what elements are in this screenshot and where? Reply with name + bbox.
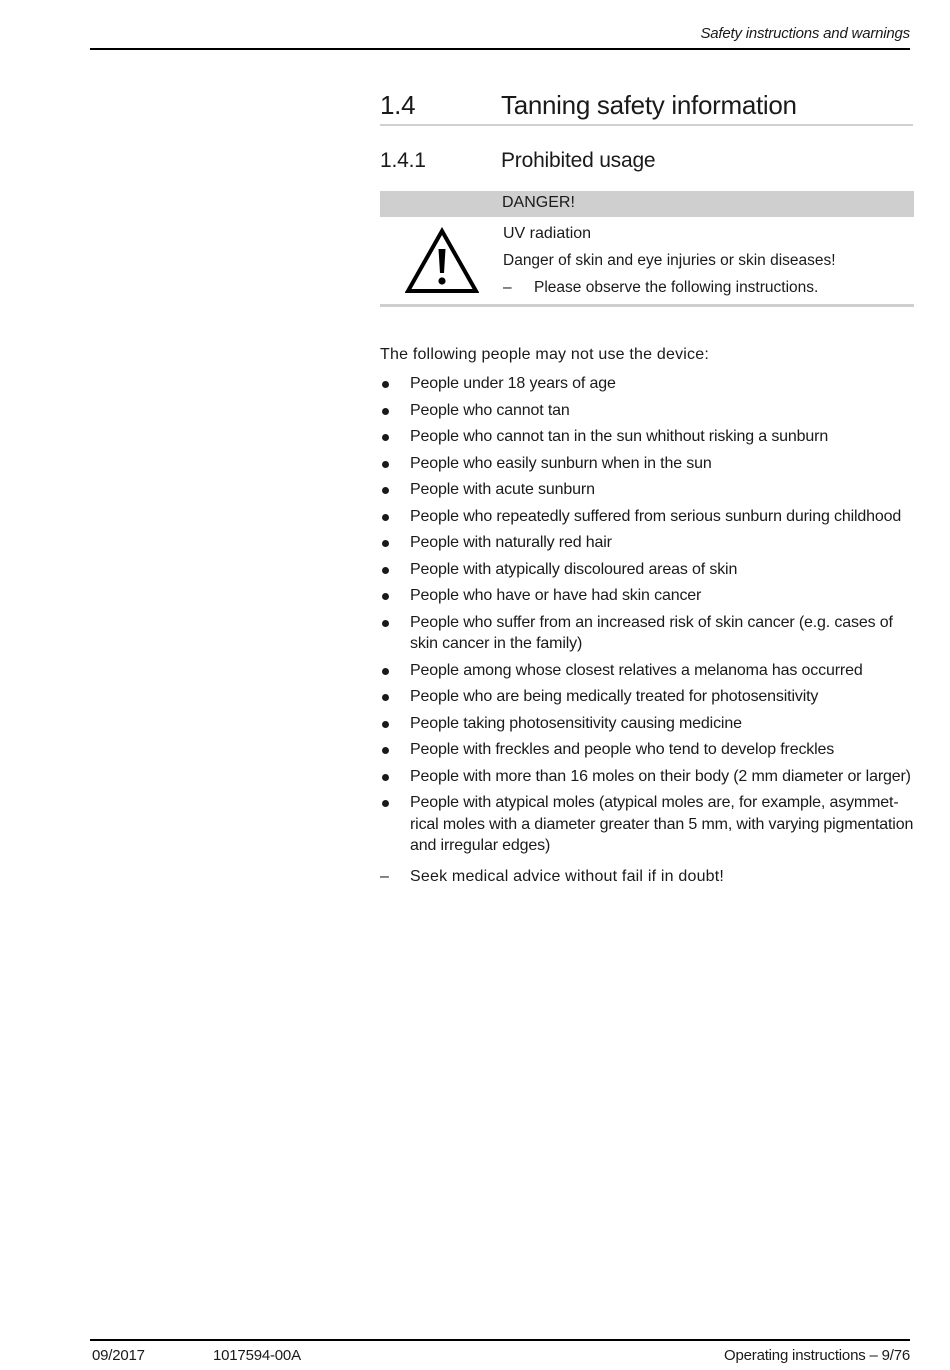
subsection-number: 1.4.1 <box>380 149 426 172</box>
running-header: Safety instructions and warnings <box>700 25 910 42</box>
bullet-icon <box>382 434 389 441</box>
advice-dash: – <box>380 868 390 885</box>
list-item: People taking photosensitivity causing medicine <box>380 713 914 735</box>
bullet-icon <box>382 514 389 521</box>
warning-triangle-icon <box>405 227 479 295</box>
list-item: People who easily sunburn when in the sun <box>380 453 914 475</box>
subsection-title: Prohibited usage <box>501 149 656 172</box>
list-item: People who are being medically treated for photosensitivity <box>380 686 914 708</box>
bullet-icon <box>382 461 389 468</box>
advice-text: Seek medical advice without fail if in doubt! <box>410 868 725 885</box>
bullet-icon <box>382 487 389 494</box>
list-item: People under 18 years of age <box>380 373 914 395</box>
subsection-heading <box>380 149 913 179</box>
list-intro: The following people may not use the device: <box>380 346 709 363</box>
list-item: People who cannot tan <box>380 400 914 422</box>
list-item: People with atypical moles (atypical moles are, for example, asymmet-rical moles with a diameter greater than 5 mm, with varying pigmentation and irregular edges) <box>380 792 914 857</box>
bullet-icon <box>382 381 389 388</box>
hazard-text: UV radiation <box>503 225 592 242</box>
bullet-icon <box>382 721 389 728</box>
footer-document-number: 1017594-00A <box>213 1347 301 1364</box>
list-item: People who cannot tan in the sun whithout risking a sunburn <box>380 426 914 448</box>
section-title: Tanning safety information <box>501 90 797 120</box>
header-divider <box>90 48 910 50</box>
bullet-icon <box>382 694 389 701</box>
bullet-icon <box>382 620 389 627</box>
danger-signal-bar <box>380 191 914 217</box>
footer-page-info: Operating instructions – 9/76 <box>724 1347 910 1364</box>
list-item: People among whose closest relatives a melanoma has occurred <box>380 660 914 682</box>
bullet-icon <box>382 668 389 675</box>
bullet-icon <box>382 567 389 574</box>
bullet-icon <box>382 593 389 600</box>
list-item: People with atypically discoloured areas of skin <box>380 559 914 581</box>
footer-divider <box>90 1339 910 1341</box>
bullet-icon <box>382 408 389 415</box>
list-item: People who have or have had skin cancer <box>380 585 914 607</box>
section-heading <box>380 90 913 126</box>
footer-date: 09/2017 <box>92 1347 145 1364</box>
list-item: People who suffer from an increased risk of skin cancer (e.g. cases of skin cancer in the family) <box>380 612 914 655</box>
warning-bottom-rule <box>380 304 914 307</box>
bullet-icon <box>382 747 389 754</box>
section-number: 1.4 <box>380 90 416 120</box>
list-item: People with more than 16 moles on their body (2 mm diameter or larger) <box>380 766 914 788</box>
consequence-text: Danger of skin and eye injuries or skin diseases! <box>503 252 836 269</box>
instruction-dash: – <box>503 279 512 296</box>
list-item: People with naturally red hair <box>380 532 914 554</box>
instruction-text: Please observe the following instructions. <box>534 279 819 296</box>
bullet-icon <box>382 800 389 807</box>
list-item: People who repeatedly suffered from serious sunburn during childhood <box>380 506 914 528</box>
list-item: People with acute sunburn <box>380 479 914 501</box>
list-item: People with freckles and people who tend to develop freckles <box>380 739 914 761</box>
prohibited-people-list <box>380 373 914 862</box>
signal-word: DANGER! <box>502 194 575 211</box>
instruction-line <box>503 279 819 297</box>
bullet-icon <box>382 774 389 781</box>
bullet-icon <box>382 540 389 547</box>
